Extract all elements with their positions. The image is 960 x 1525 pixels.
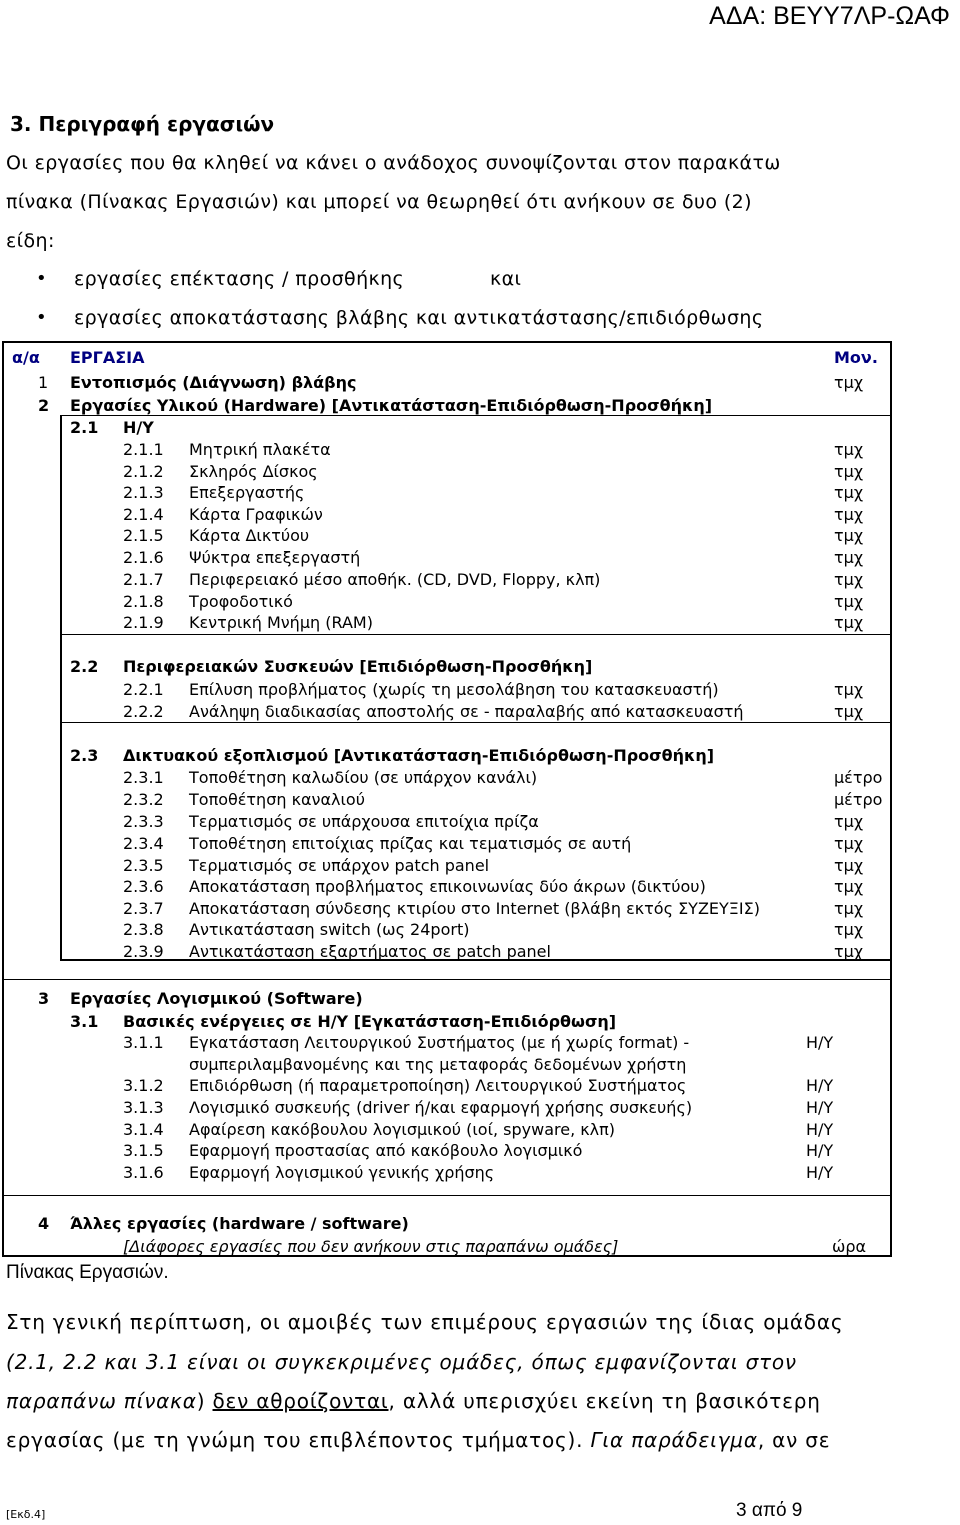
- item-text: Κάρτα Γραφικών: [189, 505, 323, 524]
- group-left-border: [60, 415, 62, 961]
- item-unit: τμχ: [834, 942, 864, 961]
- item-num: 2.1.7: [123, 570, 164, 589]
- paragraph-span: εργασίας (με τη γνώμη του επιβλέποντος τμήματος).: [6, 1428, 591, 1452]
- item-text: Αντικατάσταση εξαρτήματος σε patch panel: [189, 942, 551, 961]
- page-number: 3 από 9: [736, 1500, 803, 1521]
- item-num: 2.3.8: [123, 920, 164, 939]
- group-title: Δικτυακού εξοπλισμού [Αντικατάσταση-Επιδιόρθωση-Προσθήκη]: [123, 746, 715, 765]
- item-num: 2.3.5: [123, 856, 164, 875]
- item-num: 2.1.8: [123, 592, 164, 611]
- paragraph-span: ): [196, 1389, 213, 1413]
- item-num: 3.1.5: [123, 1141, 164, 1160]
- item-unit: τμχ: [834, 877, 864, 896]
- item-unit: τμχ: [834, 680, 864, 699]
- intro-line-3: είδη:: [6, 230, 55, 252]
- group-num: 2.3: [70, 746, 99, 765]
- item-unit: μέτρο: [834, 768, 883, 787]
- item-num: 2.1.3: [123, 483, 164, 502]
- paragraph-line-3: [6, 1389, 821, 1413]
- intro-line-1: Οι εργασίες που θα κληθεί να κάνει ο ανάδοχος συνοψίζονται στον παρακάτω: [6, 152, 781, 174]
- item-text: Εφαρμογή λογισμικού γενικής χρήσης: [189, 1163, 495, 1182]
- bullet-item: εργασίες επέκτασης / προσθήκης: [74, 268, 405, 290]
- item-text: Εγκατάσταση Λειτουργικού Συστήματος (με ή χωρίς format) -: [189, 1033, 690, 1052]
- item-unit: Η/Υ: [806, 1163, 834, 1182]
- ada-code: ΑΔΑ: ΒΕΥΥ7ΛΡ-ΩΑΦ: [709, 2, 950, 30]
- item-unit: τμχ: [834, 440, 864, 459]
- item-unit: Η/Υ: [806, 1033, 834, 1052]
- item-text: Τοποθέτηση επιτοίχιας πρίζας και τεματισμός σε αυτή: [189, 834, 632, 853]
- item-text: Κεντρική Μνήμη (RAM): [189, 613, 373, 632]
- edition-label: [Εκδ.4]: [6, 1508, 46, 1521]
- bullet-icon: •: [36, 268, 47, 289]
- item-unit: τμχ: [834, 702, 864, 721]
- item-unit: τμχ: [834, 548, 864, 567]
- group-title: Βασικές ενέργειες σε Η/Υ [Εγκατάσταση-Επιδιόρθωση]: [123, 1012, 617, 1031]
- item-text: Επίλυση προβλήματος (χωρίς τη μεσολάβηση του κατασκευαστή): [189, 680, 719, 699]
- item-num: 2.3.2: [123, 790, 164, 809]
- paragraph-span: , αν σε: [757, 1428, 831, 1452]
- item-text: Επιδιόρθωση (ή παραμετροποίηση) Λειτουργικού Συστήματος: [189, 1076, 687, 1095]
- item-text: Σκληρός Δίσκος: [189, 462, 318, 481]
- item-num: 2.3.9: [123, 942, 164, 961]
- item-num: 2.3.6: [123, 877, 164, 896]
- row-text: Εργασίες Λογισμικού (Software): [70, 989, 363, 1008]
- paragraph-line-2: (2.1, 2.2 και 3.1 είναι οι συγκεκριμένες ομάδες, όπως εμφανίζονται στον: [6, 1350, 797, 1374]
- table-caption: Πίνακας Εργασιών.: [6, 1262, 169, 1283]
- row-text: Εντοπισμός (Διάγνωση) βλάβης: [70, 373, 357, 392]
- item-unit: τμχ: [834, 812, 864, 831]
- item-text: Αντικατάσταση switch (ως 24port): [189, 920, 470, 939]
- item-text: Τοποθέτηση καναλιού: [189, 790, 365, 809]
- paragraph-italic-span: Για παράδειγμα: [590, 1428, 758, 1452]
- item-num: 2.1.9: [123, 613, 164, 632]
- bullet-icon: •: [36, 307, 47, 328]
- row-divider: [2, 979, 892, 980]
- group-divider: [60, 634, 892, 635]
- item-text: Περιφερειακό μέσο αποθήκ. (CD, DVD, Floppy, κλπ): [189, 570, 601, 589]
- row-subtext: [Διάφορες εργασίες που δεν ανήκουν στις παραπάνω ομάδες]: [123, 1237, 619, 1256]
- item-text: Λογισμικό συσκευής (driver ή/και εφαρμογή χρήσης συσκευής): [189, 1098, 693, 1117]
- col-unit-header: Μον.: [834, 348, 878, 367]
- group-top-border: [60, 415, 892, 416]
- item-text: Τοποθέτηση καλωδίου (σε υπάρχον κανάλι): [189, 768, 538, 787]
- item-num: 3.1.6: [123, 1163, 164, 1182]
- item-unit: Η/Υ: [806, 1076, 834, 1095]
- item-num: 3.1.3: [123, 1098, 164, 1117]
- item-unit: τμχ: [834, 462, 864, 481]
- item-num: 2.1.4: [123, 505, 164, 524]
- paragraph-italic-span: παραπάνω πίνακα: [6, 1389, 197, 1413]
- bullet-item-suffix: και: [490, 268, 522, 290]
- item-num: 2.1.5: [123, 526, 164, 545]
- item-text: Τερματισμός σε υπάρχουσα επιτοίχια πρίζα: [189, 812, 539, 831]
- item-unit: μέτρο: [834, 790, 883, 809]
- item-num: 2.1.6: [123, 548, 164, 567]
- item-unit: τμχ: [834, 899, 864, 918]
- section-title: 3. Περιγραφή εργασιών: [10, 112, 275, 136]
- item-text: Κάρτα Δικτύου: [189, 526, 310, 545]
- paragraph-underlined-span: δεν αθροίζονται: [212, 1389, 389, 1413]
- item-num: 3.1.1: [123, 1033, 164, 1052]
- item-num: 2.3.4: [123, 834, 164, 853]
- row-num: 3: [38, 989, 50, 1008]
- group-num: 3.1: [70, 1012, 99, 1031]
- paragraph-line-4: [6, 1428, 830, 1452]
- item-text: Ανάληψη διαδικασίας αποστολής σε - παραλαβής από κατασκευαστή: [189, 702, 744, 721]
- item-unit: Η/Υ: [806, 1120, 834, 1139]
- row-unit: τμχ: [834, 373, 864, 392]
- item-text: Αποκατάσταση προβλήματος επικοινωνίας δύο άκρων (δικτύου): [189, 877, 706, 896]
- item-num: 2.2.1: [123, 680, 164, 699]
- item-num: 2.1.2: [123, 462, 164, 481]
- item-unit: τμχ: [834, 526, 864, 545]
- item-text: Τερματισμός σε υπάρχον patch panel: [189, 856, 490, 875]
- col-task-header: ΕΡΓΑΣΙΑ: [70, 348, 145, 367]
- item-num: 2.2.2: [123, 702, 164, 721]
- item-num: 2.3.7: [123, 899, 164, 918]
- item-unit: τμχ: [834, 613, 864, 632]
- group-title: Περιφερειακών Συσκευών [Επιδιόρθωση-Προσθήκη]: [123, 657, 593, 676]
- group-divider: [60, 722, 892, 723]
- item-num: 3.1.4: [123, 1120, 164, 1139]
- item-unit: τμχ: [834, 920, 864, 939]
- item-text: Αποκατάσταση σύνδεσης κτιρίου στο Internet (βλάβη εκτός ΣΥΖΕΥΞΙΣ): [189, 899, 760, 918]
- table-right-border: [890, 341, 892, 1257]
- item-num: 2.3.3: [123, 812, 164, 831]
- group-num: 2.1: [70, 418, 99, 437]
- row-num: 1: [38, 373, 49, 392]
- item-unit: τμχ: [834, 592, 864, 611]
- table-left-border: [2, 341, 4, 1257]
- row-text: Άλλες εργασίες (hardware / software): [70, 1214, 409, 1233]
- group-title: Η/Υ: [123, 418, 154, 437]
- row-num: 2: [38, 396, 50, 415]
- item-text-continued: συμπεριλαμβανομένης και της μεταφοράς δεδομένων χρήστη: [189, 1055, 687, 1074]
- item-num: 2.3.1: [123, 768, 164, 787]
- item-text: Ψύκτρα επεξεργαστή: [189, 548, 361, 567]
- item-unit: τμχ: [834, 483, 864, 502]
- item-text: Τροφοδοτικό: [189, 592, 293, 611]
- item-unit: τμχ: [834, 505, 864, 524]
- item-text: Εφαρμογή προστασίας από κακόβουλο λογισμικό: [189, 1141, 583, 1160]
- bullet-item: εργασίες αποκατάστασης βλάβης και αντικατάστασης/επιδιόρθωσης: [74, 307, 764, 329]
- item-unit: τμχ: [834, 856, 864, 875]
- col-aa-header: α/α: [12, 348, 40, 367]
- item-num: 2.1.1: [123, 440, 164, 459]
- item-text: Αφαίρεση κακόβουλου λογισμικού (ιοί, spyware, κλπ): [189, 1120, 616, 1139]
- item-text: Μητρική πλακέτα: [189, 440, 331, 459]
- item-unit: Η/Υ: [806, 1141, 834, 1160]
- item-unit: τμχ: [834, 834, 864, 853]
- row-divider: [2, 1195, 892, 1196]
- row-text: Εργασίες Υλικού (Hardware) [Αντικατάσταση-Επιδιόρθωση-Προσθήκη]: [70, 396, 713, 415]
- row-num: 4: [38, 1214, 50, 1233]
- item-num: 3.1.2: [123, 1076, 164, 1095]
- item-unit: τμχ: [834, 570, 864, 589]
- item-text: Επεξεργαστής: [189, 483, 305, 502]
- item-unit: Η/Υ: [806, 1098, 834, 1117]
- group-num: 2.2: [70, 657, 99, 676]
- paragraph-line-1: Στη γενική περίπτωση, οι αμοιβές των επιμέρους εργασιών της ίδιας ομάδας: [6, 1310, 844, 1334]
- paragraph-span: , αλλά υπερισχύει εκείνη τη βασικότερη: [388, 1389, 821, 1413]
- row-unit: ώρα: [832, 1237, 867, 1256]
- intro-line-2: πίνακα (Πίνακας Εργασιών) και μπορεί να θεωρηθεί ότι ανήκουν σε δυο (2): [6, 191, 752, 213]
- table-top-border: [2, 341, 892, 343]
